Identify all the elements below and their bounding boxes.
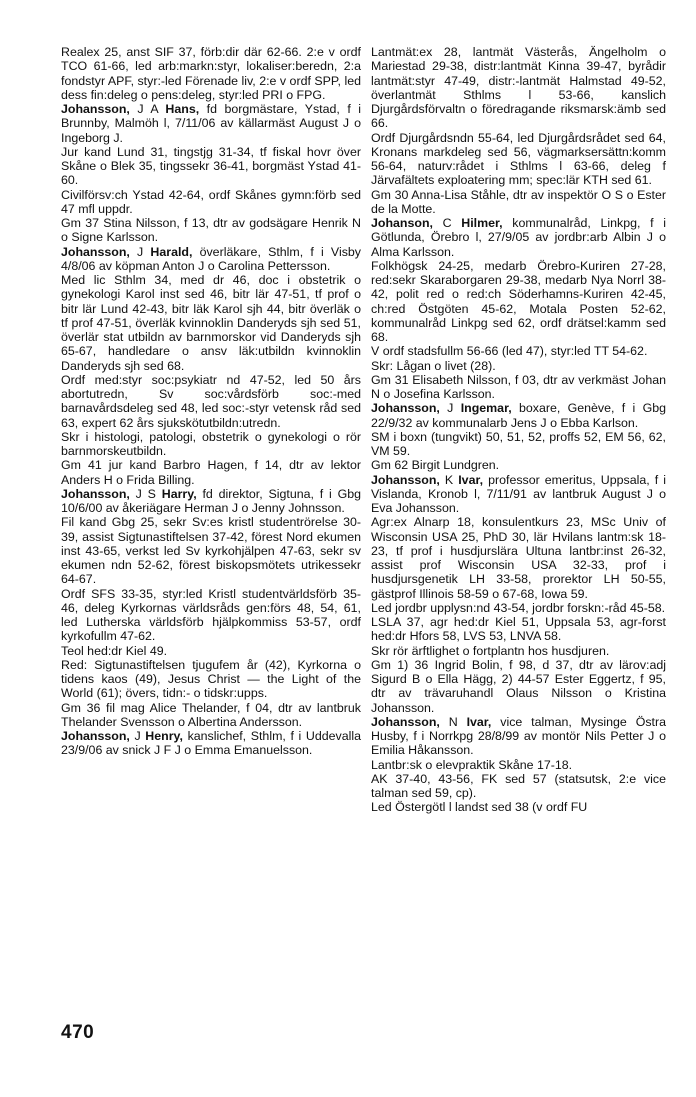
biography-paragraph bbox=[371, 772, 666, 801]
page-number: 470 bbox=[61, 1022, 95, 1043]
entry-text: professor emeritus, Uppsala, f i Vislanda, Kronob l, 7/11/91 av lantbruk August J o Eva Johansson. bbox=[371, 472, 666, 515]
entry-surname: Johanson, bbox=[371, 216, 433, 230]
entry-text: Ordf med:styr soc:psykiatr nd 47-52, led 50 års abortutredn, Sv soc:vårdsförb soc:-med barnavårdsdeleg sed 48, led soc:-styr vetensk råd sed 63, expert 62 års sjukskötutbildn:utredn. bbox=[61, 372, 361, 430]
entry-text: Led jordbr upplysn:nd 43-54, jordbr forskn:-råd 45-58. bbox=[371, 600, 666, 615]
entry-text: Ordf SFS 33-35, styr:led Kristl studentvärldsförb 35-46, deleg Kyrkornas världsråds gen:förs 48, 54, 61, led Lutherska världsförb hjälpkommiss 53-57, ordf kyrkofullm 47-62. bbox=[61, 586, 361, 644]
entry-text: Jur kand Lund 31, tingstjg 31-34, tf fiskal hovr över Skåne o Blek 35, tingssekr 36-41, borgmäst Ystad 41-60. bbox=[61, 144, 361, 188]
biography-paragraph bbox=[61, 458, 361, 487]
entry-initials: J S bbox=[129, 486, 162, 501]
entry-text: Gm 41 jur kand Barbro Hagen, f 14, dtr av lektor Anders H o Frida Billing. bbox=[61, 458, 361, 487]
biography-paragraph bbox=[371, 458, 666, 472]
entry-text: överläkare, Sthlm, f i Visby 4/8/06 av köpman Anton J o Carolina Pettersson. bbox=[61, 244, 361, 273]
entry-given-name: Hilmer, bbox=[461, 216, 503, 230]
entry-given-name: Henry, bbox=[145, 729, 183, 743]
entry-text: vice talman, Mysinge Östra Husby, f i Norrkpg 28/8/99 av montör Nils Petter J o Emilia Håkansson. bbox=[371, 714, 666, 758]
biography-paragraph bbox=[61, 216, 361, 245]
entry-text: boxare, Genève, f i Gbg 22/9/32 av kommunalarb Jens J o Ebba Karlson. bbox=[371, 401, 666, 430]
right-column bbox=[371, 45, 666, 815]
entry-text: SM i boxn (tungvikt) 50, 51, 52, proffs 52, EM 56, 62, VM 59. bbox=[371, 429, 666, 458]
entry-text: Skr rör ärftlighet o fortplantn hos husdjuren. bbox=[371, 643, 610, 658]
entry-text: Med lic Sthlm 34, med dr 46, doc i obstetrik o gynekologi Karol inst sed 46, bitr lär 47-51, tf prof o bitr lär Lund 42-43, bitr läk Karol sjh 44, bitr överläk o tf prof 47-51, överläk kvinnoklin Danderyds sjh sed 51, överlär stat utbildn av barnmorskor vid Danderyds sjh 65-67, handledare o ansv läk:utbildn kvinnoklin Danderyds sjh sed 68. bbox=[61, 273, 361, 373]
entry-text: Teol hed:dr Kiel 49. bbox=[61, 643, 168, 658]
biography-paragraph bbox=[61, 515, 361, 586]
biography-paragraph bbox=[371, 615, 666, 644]
entry-surname: Johansson, bbox=[371, 714, 440, 729]
entry-surname: Johansson, bbox=[61, 244, 130, 259]
biography-paragraph bbox=[61, 430, 361, 459]
entry-text: Skr i histologi, patologi, obstetrik o gynekologi o rör barnmorskeutbildn. bbox=[61, 429, 361, 458]
entry-text: Gm 30 Anna-Lisa Ståhle, dtr av inspektör O S o Ester de la Motte. bbox=[371, 187, 666, 216]
entry-text: Ordf Djurgårdsndn 55-64, led Djurgårdsrådet sed 64, Kronans markdeleg sed 56, vägmarksersättn:komm 56-64, naturv:rådet i Sthlms l 63-66, deleg f Järvafältets exploatering mm; spec:lär KTH sed 61. bbox=[371, 130, 666, 188]
left-column bbox=[61, 45, 361, 758]
biography-paragraph bbox=[371, 758, 666, 772]
biography-paragraph bbox=[61, 658, 361, 701]
entry-text: Lantmät:ex 28, lantmät Västerås, Ängelholm o Mariestad 29-38, distr:lantmät Kinna 39-47, byrådir lantmät:styr 47-49, distr:-lantmät Halmstad 49-52, överlantmät Sthlms l 53-66, kanslich Djurgårdsförvaltn o föredragande riksmarsk:ämb sed 66. bbox=[371, 45, 666, 131]
biography-paragraph bbox=[371, 188, 666, 217]
entry-given-name: Ivar, bbox=[466, 714, 492, 729]
biography-paragraph bbox=[371, 131, 666, 188]
entry-text: AK 37-40, 43-56, FK sed 57 (statsutsk, 2:e vice talman sed 59, cp). bbox=[371, 771, 666, 800]
biography-entry-heading bbox=[371, 401, 666, 430]
entry-text: Gm 36 fil mag Alice Thelander, f 04, dtr av lantbruk Thelander Svensson o Albertina Andersson. bbox=[61, 700, 361, 729]
biography-entry-heading bbox=[371, 473, 666, 516]
biography-paragraph bbox=[371, 373, 666, 402]
biography-paragraph bbox=[371, 515, 666, 601]
entry-text: fd borgmästare, Ystad, f i Brunnby, Malmöh l, 7/11/06 av källarmäst August J o Ingeborg J. bbox=[61, 102, 361, 145]
entry-text: kommunalråd, Linkpg, f i Götlunda, Örebro l, 27/9/05 av jordbr:arb Albin J o Alma Karlsson. bbox=[371, 216, 666, 259]
biography-paragraph bbox=[371, 45, 666, 131]
biography-paragraph bbox=[371, 430, 666, 459]
entry-initials: K bbox=[439, 472, 459, 487]
entry-text: Led Östergötl l landst sed 38 (v ordf FU bbox=[371, 800, 588, 815]
entry-given-name: Harry, bbox=[161, 486, 197, 501]
entry-initials: J bbox=[439, 401, 461, 416]
entry-text: Gm 62 Birgit Lundgren. bbox=[371, 458, 500, 473]
biography-paragraph bbox=[61, 701, 361, 730]
entry-initials: C bbox=[432, 216, 462, 230]
entry-surname: Johansson, bbox=[61, 102, 130, 116]
entry-text: Skr: Lågan o livet (28). bbox=[371, 358, 496, 373]
entry-text: Gm 1) 36 Ingrid Bolin, f 98, d 37, dtr av lärov:adj Sigurd B o Ella Hägg, 2) 44-57 Ester Eggertz, f 95, dtr av trävaruhandl Olaus Nilsson o Kristina Johansson. bbox=[371, 657, 666, 715]
biography-paragraph bbox=[61, 188, 361, 217]
entry-given-name: Hans, bbox=[165, 102, 200, 116]
entry-surname: Johansson, bbox=[61, 729, 130, 743]
entry-initials: J bbox=[129, 729, 146, 743]
entry-initials: N bbox=[439, 714, 467, 729]
entry-text: kanslichef, Sthlm, f i Uddevalla 23/9/06 av snick J F J o Emma Emanuelsson. bbox=[61, 729, 361, 758]
entry-surname: Johansson, bbox=[371, 472, 440, 487]
entry-text: V ordf stadsfullm 56-66 (led 47), styr:led TT 54-62. bbox=[371, 344, 648, 359]
biography-paragraph bbox=[371, 259, 666, 345]
entry-text: Gm 37 Stina Nilsson, f 13, dtr av godsägare Henrik N o Signe Karlsson. bbox=[61, 216, 361, 245]
biography-paragraph bbox=[61, 644, 361, 658]
entry-text: Lantbr:sk o elevpraktik Skåne 17-18. bbox=[371, 757, 573, 772]
biography-paragraph bbox=[61, 373, 361, 430]
entry-surname: Johansson, bbox=[61, 486, 130, 501]
entry-given-name: Harald, bbox=[150, 244, 193, 259]
entry-text: fd direktor, Sigtuna, f i Gbg 10/6/00 av åkeriägare Herman J o Jenny Johnsson. bbox=[61, 486, 361, 515]
entry-text: Fil kand Gbg 25, sekr Sv:es kristl studentrörelse 30-39, assist Sigtunastiftelsen 37-42, förest Nord ekumen inst 43-65, verkst led Sv kyrkohjälpen 47-63, sekr sv ekumen ndn 52-62, förest biskopsmötets utrikessekr 64-67. bbox=[61, 515, 361, 587]
entry-given-name: Ingemar, bbox=[460, 401, 512, 416]
biography-paragraph bbox=[61, 45, 361, 102]
entry-surname: Johansson, bbox=[371, 401, 440, 416]
entry-text: Folkhögsk 24-25, medarb Örebro-Kuriren 27-28, red:sekr Skaraborgaren 29-38, medarb Nya Norrl 38-42, polit red o red:ch Söderhamns-Kuriren 42-45, ch:red Östgöten 45-62, Motala Posten 52-62, kommunalråd Linkpg sed 62, ordf drätsel:kamm sed 68. bbox=[371, 258, 666, 344]
entry-text: Red: Sigtunastiftelsen tjugufem år (42), Kyrkorna o tidens kaos (49), Jesus Christ — the Light of the World (61); övers, tidn:- o tidskr:upps. bbox=[61, 657, 361, 701]
entry-text: Agr:ex Alnarp 18, konsulentkurs 23, MSc Univ of Wisconsin USA 25, PhD 30, lär Hvilans lantm:sk 18-23, tf prof i husdjurslära Ultuna lantbr:inst 26-32, assist prof Wisconsin USA 32-33, prof i husdjursgenetik LH 33-58, prorektor LH 50-55, gästprof Illinois 58-59 o 67-68, Iowa 59. bbox=[371, 515, 666, 601]
entry-initials: J bbox=[129, 244, 151, 259]
biography-paragraph bbox=[371, 601, 666, 615]
biography-paragraph bbox=[371, 658, 666, 715]
entry-text: Gm 31 Elisabeth Nilsson, f 03, dtr av verkmäst Johan N o Josefina Karlsson. bbox=[371, 372, 666, 401]
biography-entry-heading bbox=[371, 216, 666, 259]
entry-text: LSLA 37, agr hed:dr Kiel 51, Uppsala 53, agr-forst hed:dr Hfors 58, LVS 53, LNVA 58. bbox=[371, 615, 666, 644]
biography-paragraph bbox=[371, 800, 666, 814]
biography-paragraph bbox=[61, 587, 361, 644]
biography-paragraph bbox=[61, 273, 361, 373]
biography-entry-heading bbox=[61, 729, 361, 758]
biography-paragraph bbox=[371, 644, 666, 658]
entry-initials: J A bbox=[129, 102, 166, 116]
entry-text: Realex 25, anst SIF 37, förb:dir där 62-66. 2:e v ordf TCO 61-66, led arb:markn:styr, lokaliser:beredn, 2:a fondstyr APF, styr:-led Förenade liv, 2:e v ordf SPP, led dess fin:deleg o pens:deleg, styr:led PRI o FPG. bbox=[61, 45, 361, 102]
biography-entry-heading bbox=[371, 715, 666, 758]
biography-paragraph bbox=[371, 344, 666, 358]
biography-entry-heading bbox=[61, 487, 361, 516]
biography-paragraph bbox=[371, 359, 666, 373]
biography-paragraph bbox=[61, 145, 361, 188]
biography-entry-heading bbox=[61, 102, 361, 145]
entry-text: Civilförsv:ch Ystad 42-64, ordf Skånes gymn:förb sed 47 mfl uppdr. bbox=[61, 187, 361, 216]
biography-entry-heading bbox=[61, 245, 361, 274]
entry-given-name: Ivar, bbox=[458, 472, 484, 487]
